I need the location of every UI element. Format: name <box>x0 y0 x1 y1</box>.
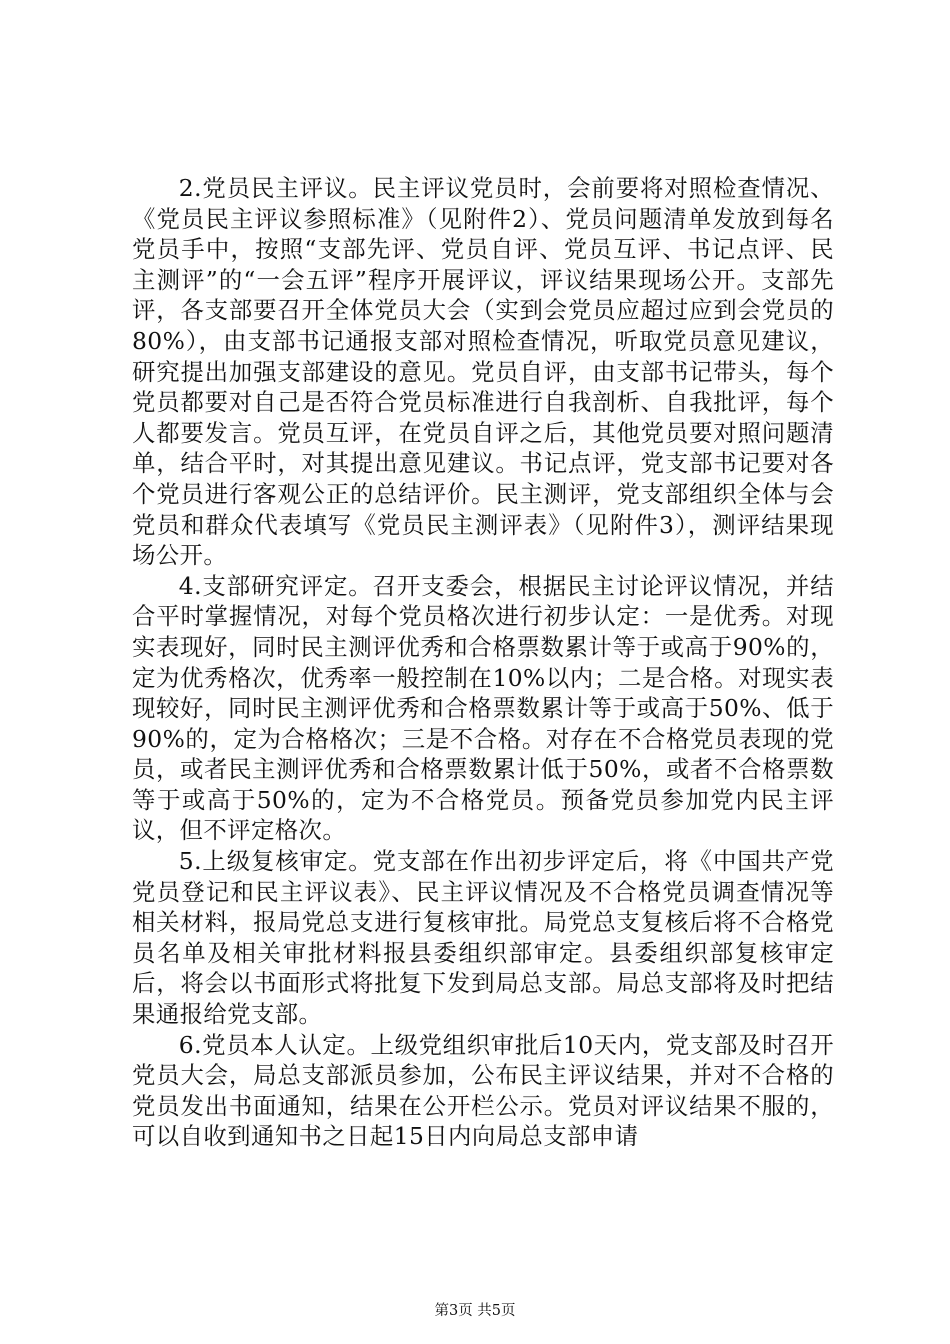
paragraph-party-member-democratic-review: 2.党员民主评议。民主评议党员时，会前要将对照检查情况、《党员民主评议参照标准》（见附件2）、党员问题清单发放到每名党员手中，按照“支部先评、党员自评、党员互评、书记点评、民主测评”的“一会五评”程序开展评议，评议结果现场公开。支部先评，各支部要召开全体党员大会（实到会党员应超过应到会党员的80%），由支部书记通报支部对照检查情况，听取党员意见建议，研究提出加强支部建设的意见。党员自评，由支部书记带头，每个党员都要对自己是否符合党员标准进行自我剖析、自我批评，每个人都要发言。党员互评，在党员自评之后，其他党员要对照问题清单，结合平时，对其提出意见建议。书记点评，党支部书记要对各个党员进行客观公正的总结评价。民主测评，党支部组织全体与会党员和群众代表填写《党员民主测评表》（见附件3），测评结果现场公开。 <box>132 174 834 570</box>
document-body <box>132 173 834 1152</box>
paragraph-member-confirmation: 6.党员本人认定。上级党组织审批后10天内，党支部及时召开党员大会，局总支部派员参加，公布民主评议结果，并对不合格的党员发出书面通知，结果在公开栏公示。党员对评议结果不服的，可以自收到通知书之日起15日内向局总支部申请 <box>132 1030 834 1151</box>
paragraph-higher-level-review: 5.上级复核审定。党支部在作出初步评定后，将《中国共产党党员登记和民主评议表》、民主评议情况及不合格党员调查情况等相关材料，报局党总支进行复核审批。局党总支复核后将不合格党员名单及相关审批材料报县委组织部审定。县委组织部复核审定后，将会以书面形式将批复下发到局总支部。局总支部将及时把结果通报给党支部。 <box>132 847 834 1029</box>
page-number-footer: 第3页 共5页 <box>434 1303 516 1319</box>
paragraph-branch-evaluation: 4.支部研究评定。召开支委会，根据民主讨论评议情况，并结合平时掌握情况，对每个党员格次进行初步认定：一是优秀。对现实表现好，同时民主测评优秀和合格票数累计等于或高于90%的，定为优秀格次，优秀率一般控制在10%以内；二是合格。对现实表现较好，同时民主测评优秀和合格票数累计等于或高于50%、低于90%的，定为合格格次；三是不合格。对存在不合格党员表现的党员，或者民主测评优秀和合格票数累计低于50%，或者不合格票数等于或高于50%的，定为不合格党员。预备党员参加党内民主评议，但不评定格次。 <box>132 571 834 845</box>
